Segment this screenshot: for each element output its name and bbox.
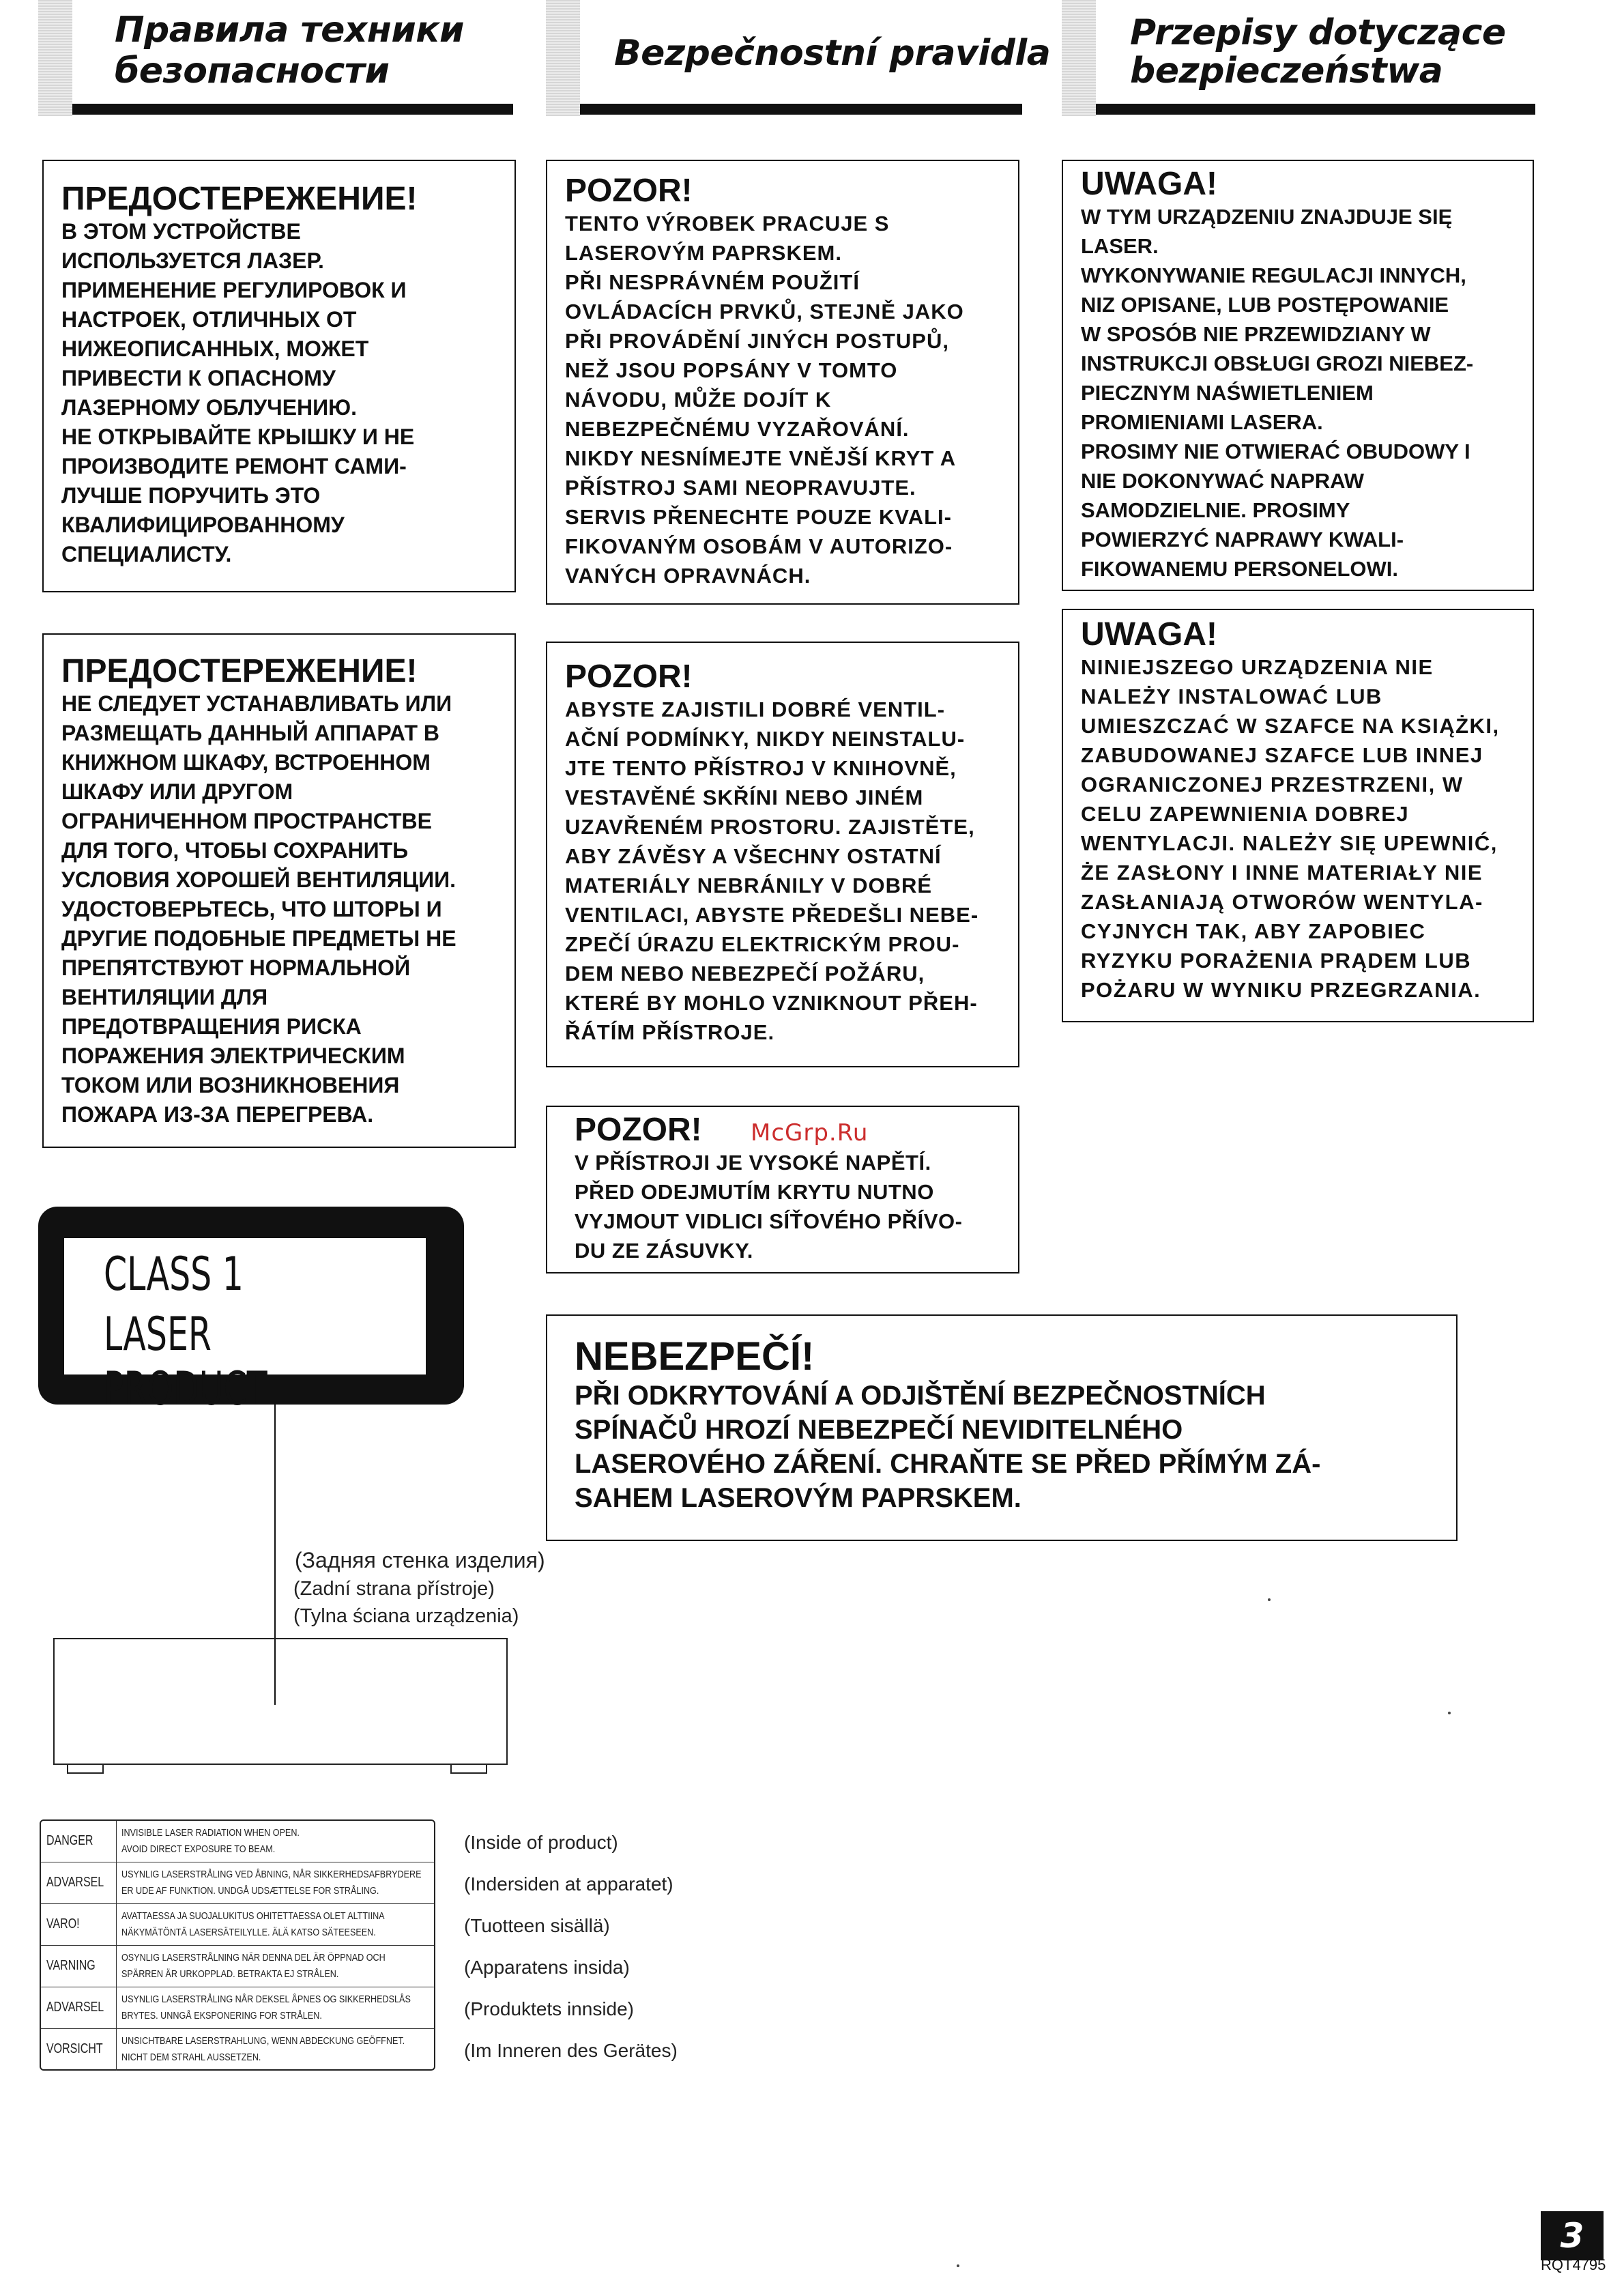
warning-text: UNSICHTBARE LASERSTRAHLUNG, WENN ABDECKUNG GEÖFFNET. NICHT DEM STRAHL AUSSETZEN. [121, 2035, 405, 2063]
warning-text: USYNLIG LASERSTRÅLING NÅR DEKSEL ÅPNES OG SIKKERHEDSLÅS BRYTES. UNNGÅ EKSPONERING FOR STRÅLEN. [121, 1994, 411, 2021]
warning-word: VARO! [46, 1916, 80, 1931]
warning-body: NINIEJSZEGO URZĄDZENIA NIE NALEŻY INSTALOWAĆ LUB UMIESZCZAĆ W SZAFCE NA KSIĄŻKI, ZABUDOWANEJ SZAFCE LUB INNEJ OGRANICZONEJ PRZESTRZENI, W CELU ZAPEWNIENIA DOBREJ WENTYLACJI. NALEŻY SIĘ UPEWNIĆ, ŻE ZASŁONY I INNE MATERIAŁY NIE ZASŁANIAJĄ OTWORÓW WENTYLA- CYJNYCH TAK, ABY ZAPOBIEC RYZYKU PORAŻENIA PRĄDEM LUB POŻARU W WYNIKU PRZEGRZANIA. [1081, 655, 1500, 1002]
warning-title: UWAGA! [1081, 616, 1217, 652]
warning-text: AVATTAESSA JA SUOJALUKITUS OHITETTAESSA OLET ALTTIINA NÄKYMÄTÖNTÄ LASERSÄTEILYLLE. ÄLÄ KATSO SÄTEESEEN. [121, 1910, 385, 1938]
label-caption-da: (Indersiden at apparatet) [464, 1873, 673, 1895]
warning-body: W TYM URZĄDZENIU ZNAJDUJE SIĘ LASER. WYKONYWANIE REGULACJI INNYCH, NIZ OPISANE, LUB POSTĘPOWANIE W SPOSÓB NIE PRZEWIDZIANY W INSTRUKCJI OBSŁUGI GROZI NIEBEZ- PIECZNYM NAŚWIETLENIEM PROMIENIAMI LASERA. PROSIMY NIE OTWIERAĆ OBUDOWY I NIE DOKONYWAĆ NAPRAW SAMODZIELNIE. PROSIMY POWIERZYĆ NAPRAWY KWALI- FIKOWANEMU PERSONELOWI. [1081, 205, 1474, 581]
warning-title: POZOR! [565, 659, 693, 695]
header-shade-pl [1062, 0, 1096, 116]
warning-title: POZOR! [575, 1112, 702, 1148]
warning-title: ПРЕДОСТЕРЕЖЕНИЕ! [61, 181, 418, 217]
label-caption-en: (Inside of product) [464, 1832, 618, 1853]
header-rule-ru [72, 104, 513, 115]
header-rule-cz [580, 104, 1022, 115]
document-code: RQT4795 [1541, 2256, 1606, 2273]
warning-body: В ЭТОМ УСТРОЙСТВЕ ИСПОЛЬЗУЕТСЯ ЛАЗЕР. ПРИМЕНЕНИЕ РЕГУЛИРОВОК И НАСТРОЕК, ОТЛИЧНЫХ ОТ НИЖЕОПИСАННЫХ, МОЖЕТ ПРИВЕСТИ К ОПАСНОМУ ЛАЗЕРНОМУ ОБЛУЧЕНИЮ. НЕ ОТКРЫВАЙТЕ КРЫШКУ И НЕ ПРОИЗВОДИТЕ РЕМОНТ САМИ- ЛУЧШЕ ПОРУЧИТЬ ЭТО КВАЛИФИЦИРОВАННОМУ СПЕЦИАЛИСТУ. [61, 219, 415, 566]
warning-label-row [41, 1904, 434, 1946]
warning-label-row [41, 1862, 434, 1904]
warning-word: VORSICHT [46, 2041, 103, 2056]
warning-word: DANGER [46, 1833, 93, 1848]
warning-body: TENTO VÝROBEK PRACUJE S LASEROVÝM PAPRSKEM. PŘI NESPRÁVNÉM POUŽITÍ OVLÁDACÍCH PRVKŮ, STEJNĚ JAKO PŘI PROVÁDĚNÍ JINÝCH POSTUPŮ, NEŽ JSOU POPSÁNY V TOMTO NÁVODU, MŮŽE DOJÍT K NEBEZPEČNÉMU VYZAŘOVÁNÍ. NIKDY NESNÍMEJTE VNĚJŠÍ KRYT A PŘÍSTROJ SAMI NEOPRAVUJTE. SERVIS PŘENECHTE POUZE KVALI- FIKOVANÝM OSOBÁM V AUTORIZO- VANÝCH OPRAVNÁCH. [565, 212, 964, 588]
warning-word: ADVARSEL [46, 2000, 104, 2015]
scan-speck [957, 2264, 959, 2267]
scan-speck [1268, 1598, 1271, 1601]
warning-label-row [41, 2029, 434, 2071]
laser-label-line1: CLASS 1 [104, 1248, 244, 1301]
laser-warning-label [40, 1819, 435, 2071]
rear-caption-cz: (Zadní strana přístroje) [293, 1578, 495, 1600]
warning-word: VARNING [46, 1958, 96, 1973]
watermark: McGrp.Ru [751, 1119, 869, 1147]
warning-text: INVISIBLE LASER RADIATION WHEN OPEN. AVOID DIRECT EXPOSURE TO BEAM. [121, 1827, 300, 1855]
class1-laser-label [38, 1207, 464, 1416]
header-rule-pl [1096, 104, 1535, 115]
danger-body: PŘI ODKRYTOVÁNÍ A ODJIŠTĚNÍ BEZPEČNOSTNÍCH SPÍNAČŮ HROZÍ NEBEZPEČÍ NEVIDITELNÉHO LASEROVÉHO ZÁŘENÍ. CHRAŇTE SE PŘED PŘÍMÝM ZÁ- SAHEM LASEROVÝM PAPRSKEM. [575, 1381, 1321, 1513]
warning-box-pl-laser [1062, 160, 1534, 591]
warning-box-pl-ventilation [1062, 609, 1534, 1022]
warning-body: ABYSTE ZAJISTILI DOBRÉ VENTIL- AČNÍ PODMÍNKY, NIKDY NEINSTALU- JTE TENTO PŘÍSTROJ V KNIHOVNĚ, VESTAVĚNÉ SKŘÍNI NEBO JINÉM UZAVŘENÉM PROSTORU. ZAJISTĚTE, ABY ZÁVĚSY A VŠECHNY OSTATNÍ MATERIÁLY NEBRÁNILY V DOBRÉ VENTILACI, ABYSTE PŘEDEŠLI NEBE- ZPEČÍ ÚRAZU ELEKTRICKÝM PROU- DEM NEBO NEBEZPEČÍ POŽÁRU, KTERÉ BY MOHLO VZNIKNOUT PŘEH- ŘÁTÍM PŘÍSTROJE. [565, 697, 979, 1044]
device-foot-left [67, 1764, 104, 1774]
warning-box-cz-laser [546, 160, 1019, 605]
warning-box-ru-ventilation [42, 633, 516, 1148]
device-foot-right [450, 1764, 487, 1774]
warning-label-row [41, 1821, 434, 1862]
warning-body: V PŘÍSTROJI JE VYSOKÉ NAPĚTÍ. PŘED ODEJMUTÍM KRYTU NUTNO VYJMOUT VIDLICI SÍŤOVÉHO PŘÍVO- DU ZE ZÁSUVKY. [575, 1151, 963, 1263]
warning-label-row [41, 1946, 434, 1987]
header-shade-ru [38, 0, 72, 116]
warning-body: НЕ СЛЕДУЕТ УСТАНАВЛИВАТЬ ИЛИ РАЗМЕЩАТЬ ДАННЫЙ АППАРАТ В КНИЖНОМ ШКАФУ, ВСТРОЕННОМ ШКАФУ ИЛИ ДРУГОМ ОГРАНИЧЕННОМ ПРОСТРАНСТВЕ ДЛЯ ТОГО, ЧТОБЫ СОХРАНИТЬ УСЛОВИЯ ХОРОШЕЙ ВЕНТИЛЯЦИИ. УДОСТОВЕРЬТЕСЬ, ЧТО ШТОРЫ И ДРУГИЕ ПОДОБНЫЕ ПРЕДМЕТЫ НЕ ПРЕПЯТСТВУЮТ НОРМАЛЬНОЙ ВЕНТИЛЯЦИИ ДЛЯ ПРЕДОТВРАЩЕНИЯ РИСКА ПОРАЖЕНИЯ ЭЛЕКТРИЧЕСКИМ ТОКОМ ИЛИ ВОЗНИКНОВЕНИЯ ПОЖАРА ИЗ-ЗА ПЕРЕГРЕВА. [61, 691, 456, 1127]
danger-title: NEBEZPEČÍ! [575, 1334, 815, 1379]
warning-box-ru-laser [42, 160, 516, 592]
page-number: 3 [1541, 2211, 1604, 2260]
label-caption-no: (Produktets innside) [464, 1998, 635, 2019]
warning-text: OSYNLIG LASERSTRÅLNING NÄR DENNA DEL ÄR ÖPPNAD OCH SPÄRREN ÄR URKOPPLAD. BETRAKTA EJ STRÅLEN. [121, 1952, 386, 1980]
laser-label-line2: LASER PRODUCT [104, 1308, 267, 1416]
warning-word: ADVARSEL [46, 1875, 104, 1890]
label-caption-fi: (Tuotteen sisällä) [464, 1915, 610, 1936]
rear-caption-pl: (Tylna ściana urządzenia) [293, 1605, 519, 1627]
warning-box-cz-ventilation [546, 642, 1019, 1067]
warning-text: USYNLIG LASERSTRÅLING VED ÅBNING, NÅR SIKKERHEDSAFBRYDERE ER UDE AF FUNKTION. UNDGÅ UDSÆTTELSE FOR STRÅLING. [121, 1869, 422, 1897]
header-title-pl: Przepisy dotyczące bezpieczeństwa [1130, 12, 1506, 91]
header-title-cz: Bezpečnostní pravidla [614, 33, 1051, 74]
warning-label-row [41, 1987, 434, 2029]
danger-box-cz [546, 1314, 1458, 1541]
scan-speck [1448, 1712, 1451, 1714]
label-caption-sv: (Apparatens insida) [464, 1957, 630, 1978]
rear-caption-ru: (Задняя стенка изделия) [295, 1548, 545, 1572]
warning-title: ПРЕДОСТЕРЕЖЕНИЕ! [61, 653, 418, 689]
header-title-ru: Правила техники безопасности [115, 10, 464, 91]
warning-title: UWAGA! [1081, 166, 1217, 202]
warning-title: POZOR! [565, 173, 693, 209]
device-rear-outline [53, 1638, 508, 1765]
header-shade-cz [546, 0, 580, 116]
label-caption-de: (Im Inneren des Gerätes) [464, 2040, 678, 2061]
